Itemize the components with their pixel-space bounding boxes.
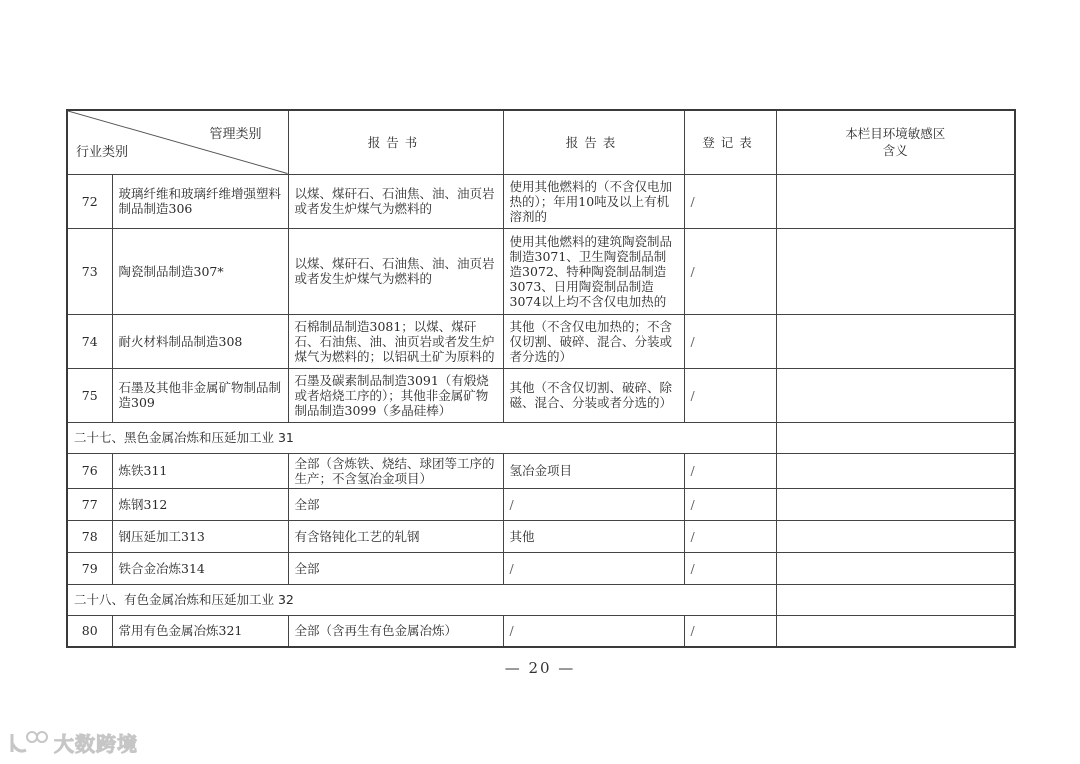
section-header-row: [67, 422, 1015, 453]
report-book-criteria: 以煤、煤矸石、石油焦、油、油页岩或者发生炉煤气为燃料的: [288, 228, 503, 314]
report-form-criteria: /: [503, 488, 684, 520]
industry-name: 常用有色金属冶炼321: [112, 615, 288, 647]
report-form-criteria: /: [503, 615, 684, 647]
header-registration-form: 登记表: [684, 110, 776, 174]
report-form-criteria: 其他: [503, 520, 684, 552]
table-row: [67, 314, 1015, 368]
report-book-criteria: 有含铬钝化工艺的轧钢: [288, 520, 503, 552]
report-book-criteria: 全部（含再生有色金属冶炼）: [288, 615, 503, 647]
industry-name: 炼钢312: [112, 488, 288, 520]
row-number: 80: [67, 615, 112, 647]
industry-name: 炼铁311: [112, 453, 288, 488]
table-row: [67, 453, 1015, 488]
industry-name: 玻璃纤维和玻璃纤维增强塑料制品制造306: [112, 174, 288, 228]
report-book-criteria: 石墨及碳素制品制造3091（有煅烧或者焙烧工序的）；其他非金属矿物制品制造3099（多晶硅棒）: [288, 368, 503, 422]
registration-criteria: /: [684, 552, 776, 584]
report-book-criteria: 全部: [288, 552, 503, 584]
row-number: 76: [67, 453, 112, 488]
sensitive-area-meaning: [776, 228, 1015, 314]
registration-criteria: /: [684, 453, 776, 488]
table-row: [67, 552, 1015, 584]
table-row: [67, 174, 1015, 228]
report-form-criteria: 氢冶金项目: [503, 453, 684, 488]
industry-name: 石墨及其他非金属矿物制品制造309: [112, 368, 288, 422]
section-title-27: 二十七、黑色金属冶炼和压延加工业 31: [67, 422, 776, 453]
row-number: 74: [67, 314, 112, 368]
header-sensitive-line1: 本栏目环境敏感区: [845, 126, 946, 142]
industry-name: 耐火材料制品制造308: [112, 314, 288, 368]
registration-criteria: /: [684, 174, 776, 228]
row-number: 73: [67, 228, 112, 314]
header-sensitive-line2: 含义: [882, 143, 908, 159]
registration-criteria: /: [684, 615, 776, 647]
sensitive-area-meaning: [776, 552, 1015, 584]
registration-criteria: /: [684, 314, 776, 368]
section-title-28: 二十八、有色金属冶炼和压延加工业 32: [67, 584, 776, 615]
report-form-criteria: 使用其他燃料的建筑陶瓷制品制造3071、卫生陶瓷制品制造3072、特种陶瓷制品制造3073、日用陶瓷制品制造3074以上均不含仅电加热的: [503, 228, 684, 314]
sensitive-area-meaning: [776, 615, 1015, 647]
sensitive-area-meaning: [776, 174, 1015, 228]
section-empty-cell: [776, 422, 1015, 453]
section-empty-cell: [776, 584, 1015, 615]
table-row: [67, 615, 1015, 647]
table-row: [67, 520, 1015, 552]
report-book-criteria: 全部: [288, 488, 503, 520]
sensitive-area-meaning: [776, 453, 1015, 488]
page-number: — 20 —: [504, 659, 576, 677]
table-header-row: [67, 110, 1015, 174]
registration-criteria: /: [684, 368, 776, 422]
sensitive-area-meaning: [776, 488, 1015, 520]
table-row: [67, 488, 1015, 520]
report-form-criteria: /: [503, 552, 684, 584]
diagonal-line: [68, 111, 288, 174]
industry-name: 铁合金冶炼314: [112, 552, 288, 584]
management-category-label: 管理类别: [209, 127, 262, 142]
row-number: 77: [67, 488, 112, 520]
registration-criteria: /: [684, 488, 776, 520]
row-number: 75: [67, 368, 112, 422]
report-book-criteria: 石棉制品制造3081；以煤、煤矸石、石油焦、油、油页岩或者发生炉煤气为燃料的；以铝矾土矿为原料的: [288, 314, 503, 368]
industry-category-label: 行业类别: [76, 144, 129, 160]
diagonal-header-cell: [67, 110, 288, 174]
sensitive-area-meaning: [776, 520, 1015, 552]
table-row: [67, 368, 1015, 422]
row-number: 79: [67, 552, 112, 584]
sensitive-area-meaning: [776, 368, 1015, 422]
header-report-book: 报告书: [288, 110, 503, 174]
sensitive-area-meaning: [776, 314, 1015, 368]
table-row: [67, 228, 1015, 314]
row-number: 78: [67, 520, 112, 552]
watermark-logo-icon: [8, 730, 50, 756]
report-form-criteria: 其他（不含仅切割、破碎、除磁、混合、分装或者分选的）: [503, 368, 684, 422]
header-sensitive-area: [776, 110, 1015, 174]
report-form-criteria: 使用其他燃料的（不含仅电加热的）；年用10吨及以上有机溶剂的: [503, 174, 684, 228]
watermark-text: 大数跨境: [54, 732, 138, 756]
watermark: [8, 728, 138, 757]
eia-classification-table: [66, 109, 1016, 648]
report-form-criteria: 其他（不含仅电加热的；不含仅切割、破碎、混合、分装或者分选的）: [503, 314, 684, 368]
industry-name: 钢压延加工313: [112, 520, 288, 552]
registration-criteria: /: [684, 228, 776, 314]
registration-criteria: /: [684, 520, 776, 552]
row-number: 72: [67, 174, 112, 228]
industry-name: 陶瓷制品制造307*: [112, 228, 288, 314]
report-book-criteria: 全部（含炼铁、烧结、球团等工序的生产；不含氢冶金项目）: [288, 453, 503, 488]
section-header-row: [67, 584, 1015, 615]
header-report-form: 报告表: [503, 110, 684, 174]
report-book-criteria: 以煤、煤矸石、石油焦、油、油页岩或者发生炉煤气为燃料的: [288, 174, 503, 228]
